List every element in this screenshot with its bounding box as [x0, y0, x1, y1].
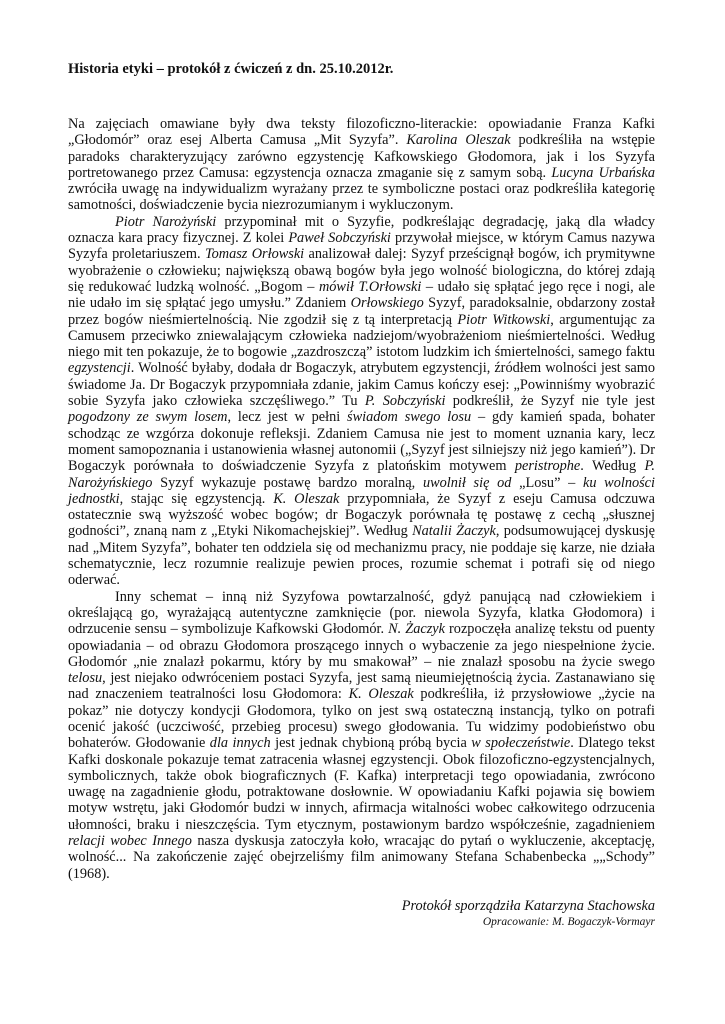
paragraph-1	[68, 116, 655, 214]
text-run: . Według	[580, 458, 645, 475]
text-run: – gdy kamień spada, bohater schodząc ze wzgórza dokonuje refleksji. Zdaniem Camusa nie jest to moment uznania kary, lecz moment samopoznania i ustanowienia własnej autonomii („Syzyf jest silniejszy niż jego kamień”). Dr Bogaczyk porównała to doświadczenie Syzyfa z platońskim motywem	[68, 409, 655, 475]
person-name: N. Żaczyk	[388, 621, 445, 638]
document-page	[68, 60, 655, 929]
emphasis: relacji wobec Innego	[68, 833, 192, 850]
document-body	[68, 116, 655, 882]
text-run: , jest niejako odwróceniem postaci Syzyfa, jest samą nieumiejętnością życia. Zastanawiano się nad znaczeniem teatralności losu Głodomora:	[68, 670, 655, 703]
person-name: Piotr Narożyński	[115, 213, 217, 230]
emphasis: pogodzony ze swym losem	[68, 409, 228, 426]
person-name: P. Narożyńskiego	[68, 458, 655, 491]
prepared-by: Opracowanie: M. Bogaczyk-Vormayr	[482, 915, 655, 928]
text-run: podkreśliła, iż przysłowiowe „życie na pokaz” nie dotyczy kondycji Głodomora, tylko on jest swą ostateczną instancją, tylko on potrafi ocenić jakość (uczciwość, przebieg procesu) swego głodowania. Tu widzimy podobieństwo obu bohaterów. Głodowanie	[68, 686, 655, 752]
text-run: Syzyf wykazuje postawę bardzo moralną,	[152, 474, 423, 491]
person-name: K. Oleszak	[273, 490, 340, 507]
emphasis: ku wolności jednostki	[68, 474, 655, 507]
emphasis: świadom swego losu	[347, 409, 472, 426]
person-name: P. Sobczyński	[364, 393, 446, 410]
text-run: przywołał miejsce, w którym Camus nazywa Syzyfa proletariuszem.	[68, 230, 655, 263]
text-run: analizował dalej: Syzyf prześcignął bogów, ich prymitywne wyobrażenie o człowieku; największą obawą bogów była jego wolność biologiczna, do której zdają się redukować ludzką wolność. „Bogom –	[68, 246, 655, 295]
person-name: Lucyna Urbańska	[551, 164, 655, 181]
emphasis: peristrophe	[514, 458, 581, 475]
emphasis: dla innych	[209, 735, 271, 752]
text-run: – udało się spłątać jego ręce i nogi, ale nie udało im się spłątać jego umysłu.” Zdaniem	[68, 278, 655, 312]
person-name: Karolina Oleszak	[406, 132, 511, 149]
person-name: Tomasz Orłowski	[204, 246, 305, 263]
text-run: zwróciła uwagę na indywidualizm wyrażany przez te symboliczne postaci oraz podkreśliła kategorię samotności, doświadczenie bycia niezrozumianym i wykluczonym.	[68, 181, 655, 214]
document-title: Historia etyki – protokół z ćwiczeń z dn. 25.10.2012r.	[68, 61, 394, 77]
emphasis: egzystencji	[68, 360, 131, 377]
text-run: Na zajęciach omawiane były dwa teksty filozoficzno-literackie: opowiadanie Franza Kafki „Głodomór” oraz esej Alberta Camusa „Mit Syzyfa”.	[68, 116, 655, 149]
paragraph-3	[68, 589, 655, 882]
text-run: , podsumowującej dyskusję nad „Mitem Syzyfa”, bohater ten oddziela się od mechanizmu pracy, nie poddaje się karze, nie działa schematycznie, lecz rozumnie realizuje pewien proces, rozumie schemat i potrafi się od niego oderwać.	[68, 523, 655, 589]
text-run: podkreśliła na wstępie paradoks charakteryzujący zarówno egzystencję Kafkowskiego Głodomora, jak i los Syzyfa portretowanego przez Camusa: egzystencja oznacza zmaganie się z samym sobą.	[68, 132, 656, 181]
signature: Protokół sporządziła Katarzyna Stachowska	[401, 897, 655, 914]
text-run: nasza dyskusja zatoczyła koło, wracając do pytań o wykluczenie, akceptację, wolność... Na zakończenie zajęć obejrzeliśmy film animowany Stefana Schabenbecka „„Schody” (1968).	[68, 833, 655, 882]
person-name: Paweł Sobczyński	[288, 230, 391, 247]
text-run: podkreślił, że Syzyf nie tyle jest	[445, 393, 655, 410]
text-run: jest jednak chybioną próbą bycia	[270, 735, 472, 752]
person-name: Piotr Witkowski	[457, 311, 551, 328]
person-name: Orłowskiego	[350, 295, 424, 312]
text-run: , lecz jest w pełni	[227, 409, 348, 426]
text-run: Syzyf, paradoksalnie, obdarzony został przez bogów nieśmiertelnością. Nie zgodził się z tą interpretacją	[68, 295, 655, 328]
text-run: przypominał mit o Syzyfie, podkreślając degradację, jaką dla władcy oznacza kara pracy fizycznej. Z kolei	[68, 213, 655, 247]
emphasis: w społeczeństwie	[471, 735, 571, 752]
text-run: „Losu” –	[511, 474, 583, 491]
text-run: rozpoczęła analizę tekstu od puenty opowiadania – od obrazu Głodomora proszącego innych o wybaczenie za jego niespełnione życie. Głodomór „nie znalazł pokarmu, który by mu smakował” – nie znalazł sposobu na życie swego	[68, 621, 655, 670]
emphasis: telosu	[68, 670, 103, 687]
text-run: . Wolność byłaby, dodała dr Bogaczyk, atrybutem egzystencji, źródłem wolności jest samo świadome Ja. Dr Bogaczyk przypomniała zdanie, jakim Camus kończy esej: „Powinniśmy wyobrazić sobie Syzyfa jako człowieka szczęśliwego.” Tu	[68, 360, 655, 410]
text-run: , stając się egzystencją.	[119, 490, 274, 507]
paragraph-2	[68, 214, 655, 589]
emphasis: uwolnił się od	[422, 474, 512, 491]
text-run: Inny schemat – inną niż Syzyfowa powtarzalność, gdyż panującą nad człowiekiem i określającą go, wyrażającą autentyczne zamknięcie (por. niewola Syzyfa, klatka Głodomora) i odrzucenie sensu – symbolizuje Kafkowski Głodomór.	[68, 588, 655, 638]
text-run: . Dlatego tekst Kafki doskonale pokazuje temat zatracenia własnej egzystencji. Obok filozoficzno-egzystencjalnych, symbolicznych, także obok biograficznych (F. Kafka) interpretacji tego opowiadania, zwrócono uwagę na zagadnienie głodu, potraktowane dosłownie. W opowiadaniu Kafki pojawia się bowiem motyw wstrętu, jaki Głodomór budzi w innych, afirmacja witalności wobec całkowitego odrzucenia ułomności, braku i nieszczęścia. Tym etycznym, postawionym bardzo współcześnie, zagadnieniem	[68, 735, 656, 833]
emphasis: mówił T.Orłowski	[318, 278, 422, 295]
person-name: K. Oleszak	[348, 686, 414, 703]
person-name: Natalii Żaczyk	[412, 523, 496, 540]
text-run: przypomniała, że Syzyf z eseju Camusa odczuwa ostatecznie swą wyższość wobec bogów; dr Bogaczyk porównała tę postawę z cechą „słusznej godności”, znaną nam z „Etyki Nikomachejskiej”. Według	[68, 490, 655, 540]
text-run: , argumentując za Camusem przeciwko zniewalającym człowieka nadziejom/wyobrażeniom nieśmiertelności. Według niego mit ten pokazuje, że to bogowie „zazdroszczą” istotom ludzkim ich śmiertelności, samego faktu	[68, 311, 655, 361]
